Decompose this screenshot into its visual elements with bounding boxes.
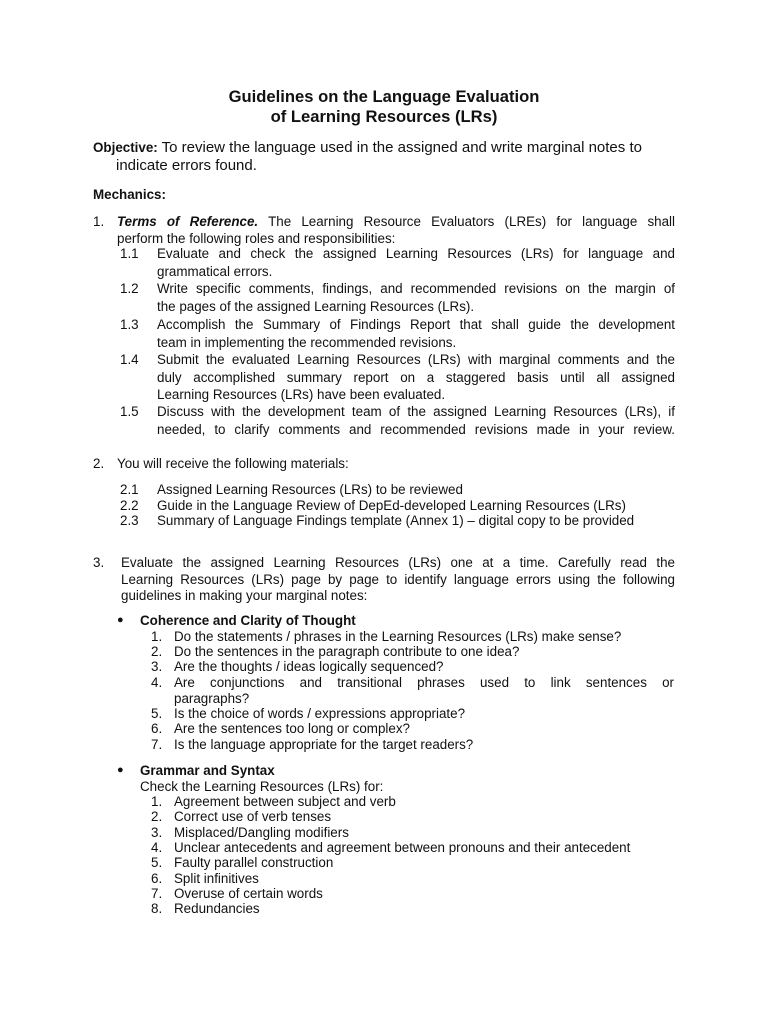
list-item-number: 7. xyxy=(151,737,163,752)
list-item-number: 2. xyxy=(151,809,163,824)
list-item-text: Correct use of verb tenses xyxy=(174,809,332,824)
sub-item-text: Submit the evaluated Learning Resources (LRs) with marginal comments and the xyxy=(157,352,675,367)
list-item-text: Redundancies xyxy=(174,901,260,916)
objective-text-1: To review the language used in the assigned and write marginal notes to xyxy=(161,139,642,156)
sub-item-number: 1.5 xyxy=(120,404,139,419)
list-item-number: 1. xyxy=(151,794,163,809)
sub-item-text: Assigned Learning Resources (LRs) to be reviewed xyxy=(157,482,463,497)
list-item-text: Do the statements / phrases in the Learning Resources (LRs) make sense? xyxy=(174,629,622,644)
list-item-text: Are the thoughts / ideas logically sequenced? xyxy=(174,659,444,674)
item-1-term: Terms of Reference. xyxy=(117,214,259,229)
grammar-intro: Check the Learning Resources (LRs) for: xyxy=(140,779,384,794)
sub-item-text: Summary of Language Findings template (Annex 1) – digital copy to be provided xyxy=(157,513,635,528)
list-item-number: 3. xyxy=(151,825,163,840)
mechanics-heading: Mechanics: xyxy=(93,187,166,202)
list-item-text: Faulty parallel construction xyxy=(174,855,334,870)
list-item-number: 8. xyxy=(151,901,163,916)
sub-item-number: 1.4 xyxy=(120,352,139,367)
sub-item-number: 1.3 xyxy=(120,317,139,332)
item-1-text: The Learning Resource Evaluators (LREs) for language shall xyxy=(268,214,675,229)
item-1-number: 1. xyxy=(93,214,105,229)
objective-label: Objective: xyxy=(93,140,158,155)
sub-item-number: 2.2 xyxy=(120,498,139,513)
item-3-line: Learning Resources (LRs) page by page to identify language errors using the following xyxy=(121,571,675,587)
sub-item-number: 1.1 xyxy=(120,246,139,261)
objective xyxy=(93,139,675,174)
sub-item-number: 2.3 xyxy=(120,513,139,528)
sub-item-text: duly accomplished summary report on a staggered basis until all assigned xyxy=(157,369,675,385)
bullet-icon: ● xyxy=(117,764,124,776)
objective-text-2: indicate errors found. xyxy=(116,156,257,174)
item-3-number: 3. xyxy=(93,555,105,570)
title-line-1: Guidelines on the Language Evaluation xyxy=(228,87,540,106)
list-item-text: Are the sentences too long or complex? xyxy=(174,721,410,736)
list-item-text: Misplaced/Dangling modifiers xyxy=(174,825,349,840)
sub-item-number: 2.1 xyxy=(120,482,139,497)
list-item-number: 3. xyxy=(151,659,163,674)
list-item-text: paragraphs? xyxy=(174,691,250,706)
list-item-number: 4. xyxy=(151,675,163,690)
sub-item-number: 1.2 xyxy=(120,281,139,296)
sub-item-text: team in implementing the recommended revisions. xyxy=(157,334,457,350)
grammar-heading: Grammar and Syntax xyxy=(140,763,275,778)
sub-item-text: Evaluate and check the assigned Learning Resources (LRs) for language and xyxy=(157,246,675,261)
list-item-text: Do the sentences in the paragraph contribute to one idea? xyxy=(174,644,520,659)
item-2-number: 2. xyxy=(93,456,105,471)
list-item-text: Overuse of certain words xyxy=(174,886,323,901)
item-1-line-1 xyxy=(117,213,675,230)
item-3-line: guidelines in making your marginal notes: xyxy=(121,588,368,603)
sub-item-text: Guide in the Language Review of DepEd-developed Learning Resources (LRs) xyxy=(157,498,626,513)
list-item-number: 6. xyxy=(151,871,163,886)
sub-item-text: Learning Resources (LRs) have been evaluated. xyxy=(157,387,446,402)
list-item-number: 5. xyxy=(151,706,163,721)
list-item-number: 2. xyxy=(151,644,163,659)
title-line-2: of Learning Resources (LRs) xyxy=(270,107,498,126)
coherence-heading: Coherence and Clarity of Thought xyxy=(140,613,356,628)
sub-item-text: Discuss with the development team of the assigned Learning Resources (LRs), if xyxy=(157,404,675,419)
list-item-number: 5. xyxy=(151,855,163,870)
list-item-text: Unclear antecedents and agreement between pronouns and their antecedent xyxy=(174,840,631,855)
sub-item-text: needed, to clarify comments and recommended revisions made in your review. xyxy=(157,421,675,437)
sub-item-text: Accomplish the Summary of Findings Report that shall guide the development xyxy=(157,317,675,332)
list-item-text: Is the language appropriate for the target readers? xyxy=(174,737,474,752)
list-item-text: Agreement between subject and verb xyxy=(174,794,396,809)
sub-item-text: the pages of the assigned Learning Resources (LRs). xyxy=(157,298,475,314)
list-item-number: 4. xyxy=(151,840,163,855)
item-2-text: You will receive the following materials: xyxy=(117,456,349,471)
list-item-text: Are conjunctions and transitional phrases used to link sentences or xyxy=(174,675,674,690)
list-item-number: 7. xyxy=(151,886,163,901)
list-item-text: Is the choice of words / expressions appropriate? xyxy=(174,706,466,721)
sub-item-text: Write specific comments, findings, and recommended revisions on the margin of xyxy=(157,281,675,296)
list-item-number: 6. xyxy=(151,721,163,736)
list-item-number: 1. xyxy=(151,629,163,644)
bullet-icon: ● xyxy=(117,614,124,626)
item-1-line-2: perform the following roles and responsibilities: xyxy=(117,231,396,246)
item-3-line: Evaluate the assigned Learning Resources (LRs) one at a time. Carefully read the xyxy=(121,555,675,570)
list-item-text: Split infinitives xyxy=(174,871,259,886)
sub-item-text: grammatical errors. xyxy=(157,263,273,279)
